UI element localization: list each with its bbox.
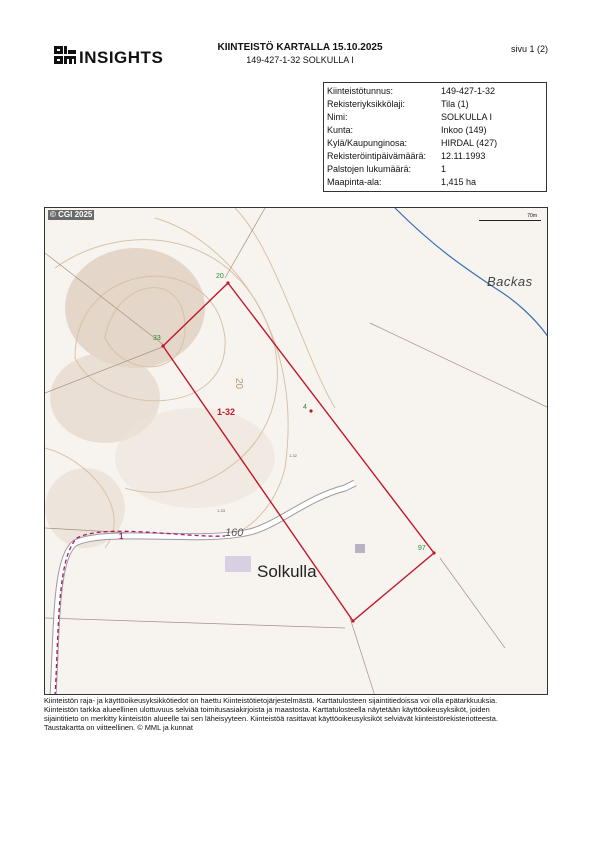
info-label: Maapinta-ala: <box>327 177 382 187</box>
info-label: Kiinteistötunnus: <box>327 86 394 96</box>
map-scale-bar <box>479 214 541 224</box>
boundary-point-label: 33 <box>153 335 161 342</box>
info-label: Nimi: <box>327 112 348 122</box>
disclaimer-line: Taustakartta on viitteellinen. © MML ja kunnat <box>44 723 193 732</box>
map-copyright: © CGI 2025 <box>50 210 93 219</box>
scale-line <box>479 220 541 221</box>
logo-text: INSIGHTS <box>79 48 164 67</box>
info-row <box>327 163 543 176</box>
scale-label: 70m <box>527 213 537 219</box>
trail-number-label: 1 <box>119 532 124 541</box>
info-row <box>327 85 543 98</box>
parcel-vertex <box>226 281 229 284</box>
hill-shade <box>65 248 205 368</box>
parcel-vertex <box>432 551 435 554</box>
info-value: Tila (1) <box>441 99 469 109</box>
parcel-id-label: 1-32 <box>217 407 236 417</box>
parcel-vertex <box>161 344 164 347</box>
info-row <box>327 137 543 150</box>
trail <box>55 531 225 695</box>
info-label: Rekisteröintipäivämäärä: <box>327 151 427 161</box>
page-number: sivu 1 (2) <box>510 44 548 54</box>
document-subtitle: 149-427-1-32 SOLKULLA I <box>246 55 354 65</box>
boundary-point-label: 97 <box>418 545 426 552</box>
building <box>225 556 251 572</box>
info-value: 1,415 ha <box>441 177 477 187</box>
boundary-point-label: 4 <box>303 404 307 411</box>
property-map <box>44 207 548 695</box>
info-label: Palstojen lukumäärä: <box>327 164 412 174</box>
parcel-vertex <box>309 409 312 412</box>
info-label: Kunta: <box>327 125 354 135</box>
parcel-vertex <box>351 619 354 622</box>
disclaimer-line: Kiinteistön raja- ja käyttöoikeusyksikkötiedot on haettu Kiinteistötietojärjestelmästä. Karttatulosteen sijaintitiedoissa voi olla epätarkkuuksia. <box>44 696 498 705</box>
building <box>355 544 365 553</box>
contour-number-label: 20 <box>233 377 245 390</box>
info-value: 149-427-1-32 <box>441 86 496 96</box>
info-value: 12.11.1993 <box>441 151 486 161</box>
boundary-point-label: 20 <box>216 273 224 280</box>
place-label-solkulla: Solkulla <box>257 562 317 581</box>
info-row <box>327 176 543 189</box>
disclaimer-line: Kiinteistön tarkka alueellinen ulottuvuus selviää toimitusasiakirjoista ja maastosta. Karttatulosteella näytetään käyttöoikeusyksiköt, joiden <box>44 705 490 714</box>
info-value: HIRDAL (427) <box>441 138 498 148</box>
disclaimer-line: sijaintitieto on merkitty kiinteistön alueelle tai sen läheisyyteen. Kiinteistöä rasittavat käyttöoikeusyksiköt selviävät kiinteistörekisteriotteesta. <box>44 714 498 723</box>
document-title: KIINTEISTÖ KARTALLA 15.10.2025 <box>217 42 383 53</box>
info-row <box>327 150 543 163</box>
map-disclaimer <box>44 696 554 732</box>
info-value: SOLKULLA I <box>441 112 493 122</box>
info-row <box>327 111 543 124</box>
hill-shade <box>115 408 275 508</box>
info-row <box>327 98 543 111</box>
road-number-label: 160 <box>225 527 244 539</box>
neighbor-parcel-label: 1-33 <box>217 508 226 513</box>
info-row <box>327 124 543 137</box>
info-label: Rekisteriyksikkölaji: <box>327 99 406 109</box>
place-label-backas: Backas <box>487 274 533 289</box>
neighbor-parcel-label: 1-32 <box>289 453 298 458</box>
info-value: 1 <box>441 164 447 174</box>
property-info-table <box>323 82 547 192</box>
info-value: Inkoo (149) <box>441 125 487 135</box>
info-label: Kylä/Kaupunginosa: <box>327 138 408 148</box>
water-line <box>395 208 548 338</box>
map-graphics <box>45 208 548 695</box>
